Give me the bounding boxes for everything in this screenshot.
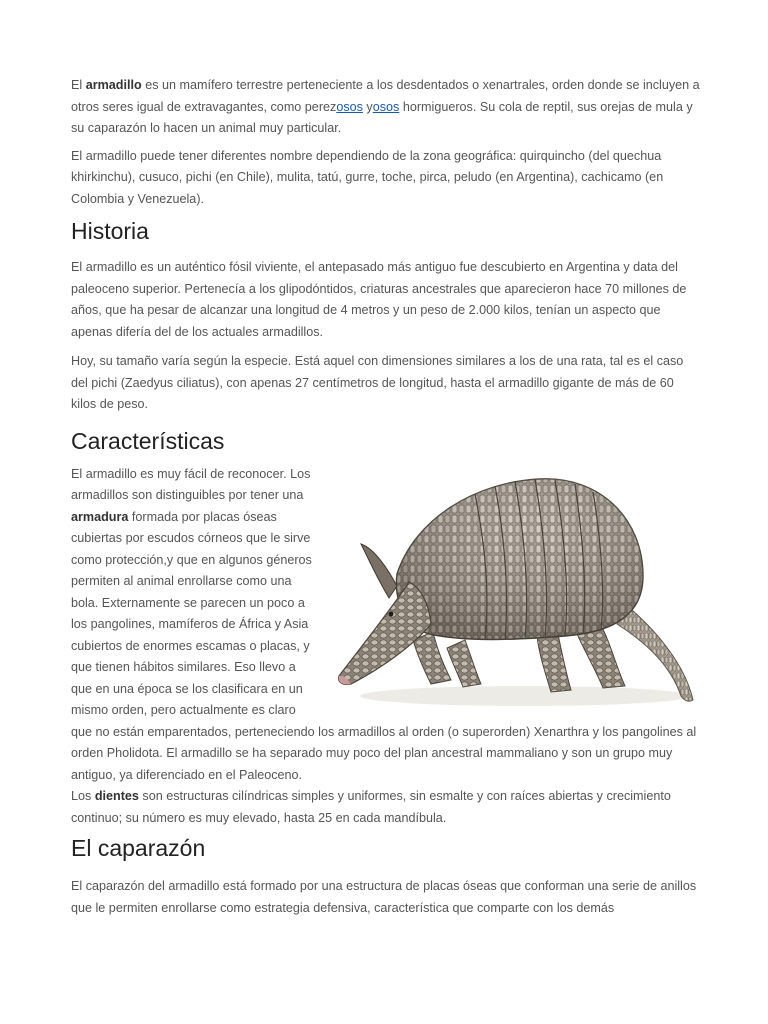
- text: El: [71, 78, 86, 92]
- caparazon-paragraph: El caparazón del armadillo está formado por una estructura de placas óseas que conforman una serie de anillos que le permiten enrollarse como estrategia defensiva, característica que comparte con los demás: [71, 879, 697, 915]
- historia-paragraph-1: El armadillo es un auténtico fósil viviente, el antepasado más antiguo fue descubierto en Argentina y data del paleoceno superior. Pertenecía a los glipodóntidos, criaturas ancestrales que aparecieron hace 70 millones de años, que ha pesar de alcanzar una longitud de 4 metros y un peso de 2.000 kilos, tenían un aspecto que apenas difería del de los actuales armadillos.: [71, 260, 687, 339]
- intro-paragraph: [71, 75, 701, 140]
- text: Los: [71, 789, 95, 803]
- caracteristicas-heading: Características: [71, 427, 225, 454]
- names-paragraph: El armadillo puede tener diferentes nombre dependiendo de la zona geográfica: quirquincho (del quechua khirkinchu), cusuco, pichi (en Chile), mulita, tatú, gurre, toche, pirca, peludo (en Argentina), cachicamo (en Colombia y Venezuela).: [71, 148, 664, 206]
- text: y: [362, 99, 373, 114]
- text: son estructuras cilíndricas simples y uniformes, sin esmalte y con raíces abiertas y crecimiento continuo; su número es muy elevado, hasta 25 en cada mandíbula.: [71, 789, 671, 825]
- bold-term: armadura: [71, 509, 129, 524]
- bold-term: armadillo: [85, 78, 142, 92]
- article: [71, 75, 701, 919]
- bold-term: dientes: [94, 789, 139, 803]
- text: El armadillo es muy fácil de reconocer. Los armadillos son distinguibles por tener una: [71, 466, 311, 502]
- link-osos-2[interactable]: osos: [372, 99, 400, 114]
- link-osos[interactable]: osos: [336, 99, 363, 114]
- text: es un mamífero terrestre perteneciente a los desdentados o xenartrales, orden donde se incluyen a otros seres igual de extravagantes, como perez: [71, 78, 700, 114]
- caparazon-heading: El caparazón: [71, 835, 206, 861]
- text: hormigueros. Su cola de reptil, sus orejas de mula y su caparazón lo hacen un animal muy particular.: [71, 99, 693, 135]
- text: formada por placas óseas cubiertas por escudos córneos que le sirve como protección,y que en algunos géneros permiten al animal enrollarse como una bola. Externamente se parecen un poco a los pangolines, mamíferos de África y Asia cubiertos de enormes escamas o placas, y que tienen hábitos similares. Eso llevo a que en una época se los clasificara en un mismo orden, pero actualmente es claro que no están emparentados, perteneciendo los armadillos al orden (o superorden) Xenarthra y los pangolines al orden Pholidota. El armadillo se ha separado muy poco del plan ancestral mammaliano y son un grupo muy antiguo, ya diferenciado en el Paleoceno.: [71, 509, 697, 782]
- historia-heading: Historia: [71, 218, 149, 244]
- armadillo-image: [325, 464, 701, 716]
- historia-paragraph-2: Hoy, su tamaño varía según la especie. Está aquel con dimensiones similares a los de una rata, tal es el caso del pichi (Zaedyus ciliatus), con apenas 27 centímetros de longitud, hasta el armadillo gigante de más de 60 kilos de peso.: [71, 354, 684, 411]
- caracteristicas-paragraph-2: [71, 786, 701, 829]
